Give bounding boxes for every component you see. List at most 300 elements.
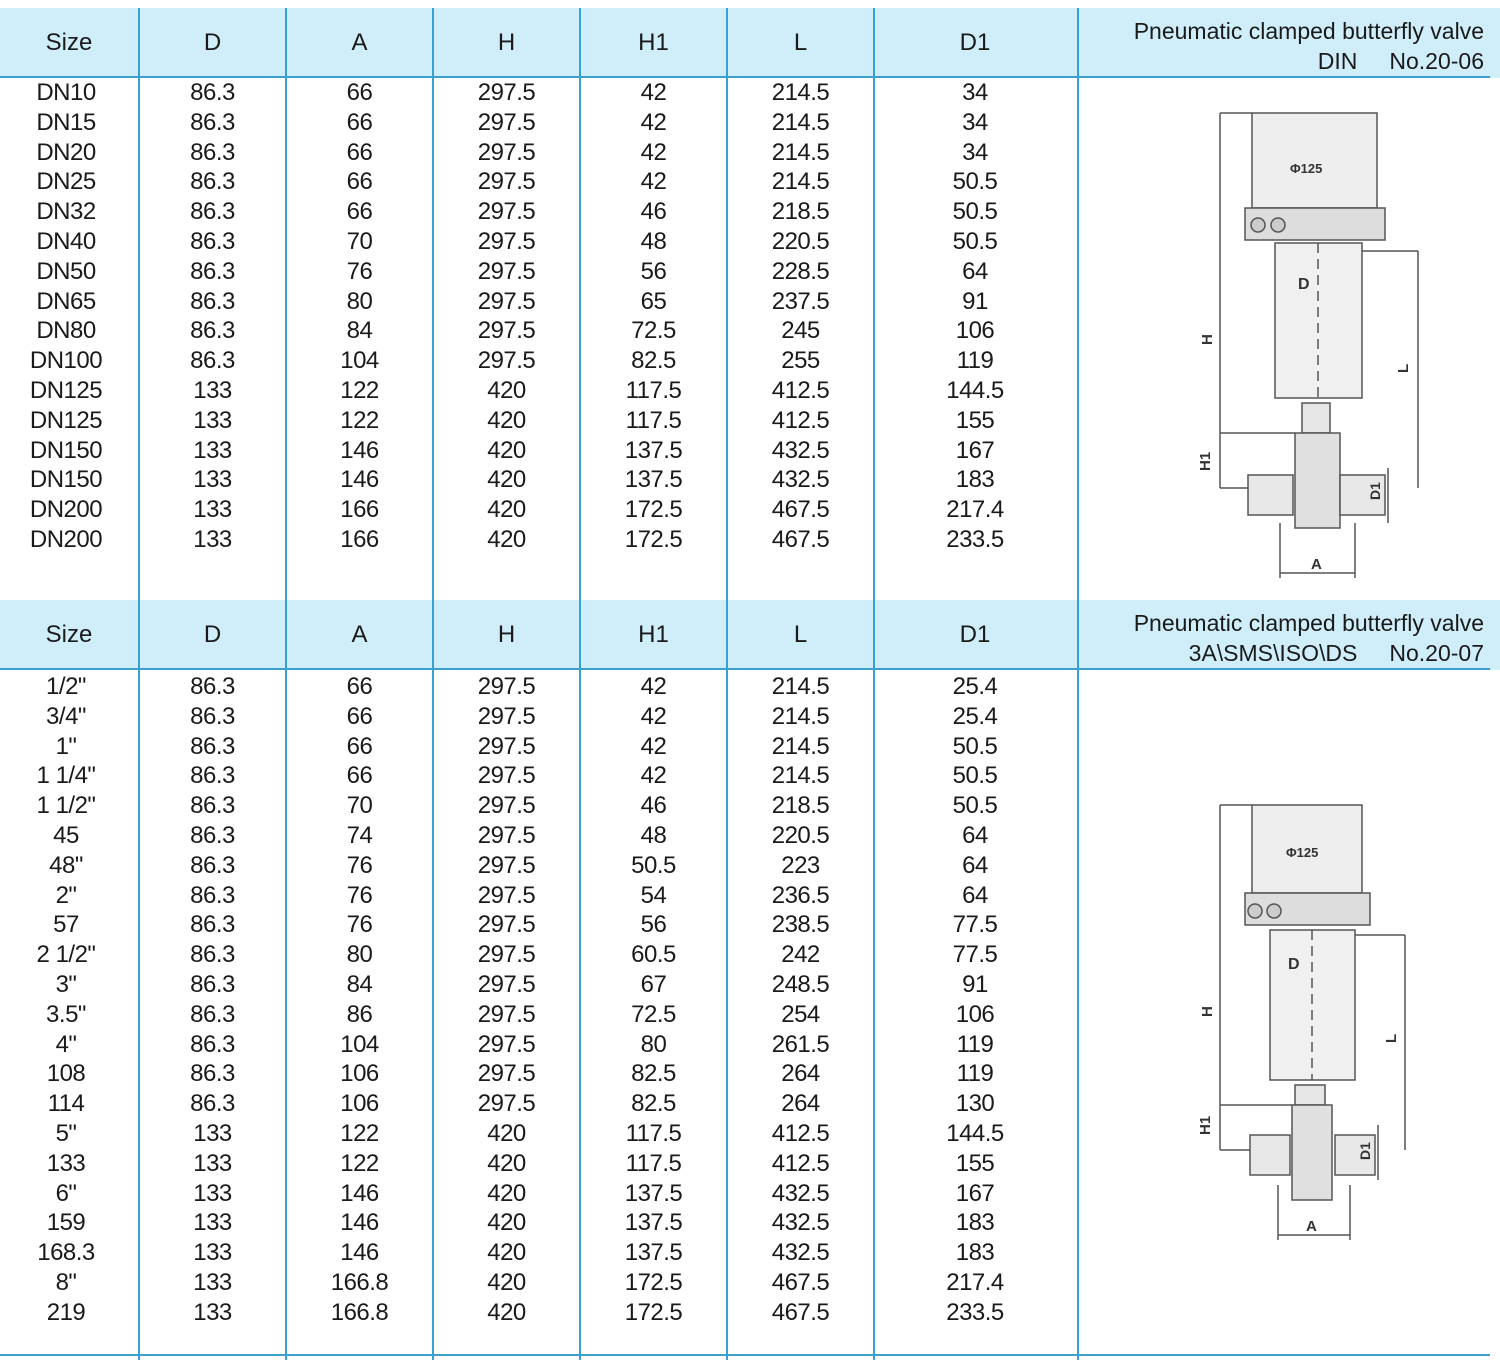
cell-d: 86.3: [190, 347, 235, 375]
label-a: A: [1306, 1218, 1317, 1235]
cell-d: 133: [193, 1239, 232, 1267]
cell-d: 133: [193, 496, 232, 524]
catalog-number: No.20-07: [1389, 640, 1484, 666]
cell-size: 1 1/4": [36, 762, 96, 790]
actuator-base: [1245, 208, 1385, 240]
cell-h1: 42: [640, 673, 667, 700]
cell-d1: 50.5: [952, 168, 998, 196]
cell-h1: 67: [640, 971, 667, 998]
title-sub: [1134, 638, 1484, 668]
cell-h: 420: [487, 406, 526, 434]
cell-size: 1": [55, 732, 77, 760]
cell-a: 166: [340, 526, 379, 553]
cell-d1: 50.5: [952, 228, 998, 255]
cell-a: 80: [346, 287, 373, 315]
table-row: [0, 970, 1080, 1000]
cell-h1: 82.5: [631, 1090, 676, 1118]
table-row: [0, 138, 1080, 168]
cell-h1: 72.5: [631, 1000, 676, 1028]
cell-a: 66: [346, 138, 373, 166]
cell-d: 86.3: [190, 1090, 235, 1118]
label-d: D: [1288, 956, 1300, 973]
cell-d: 86.3: [190, 881, 235, 909]
cell-h: 297.5: [477, 317, 536, 345]
cell-d1: 34: [962, 138, 988, 166]
cell-l: 214.5: [771, 702, 830, 730]
col-h-header: H: [497, 29, 516, 56]
cell-size: DN125: [29, 377, 103, 404]
cell-l: 412.5: [771, 1120, 830, 1147]
table-row: [0, 78, 1080, 108]
cell-l: 214.5: [771, 108, 830, 136]
cell-h: 420: [487, 1298, 526, 1326]
cell-l: 432.5: [771, 1239, 830, 1267]
cell-d1: 183: [955, 466, 995, 494]
cell-h: 297.5: [477, 851, 536, 879]
table-row: [0, 227, 1080, 257]
cell-a: 66: [346, 79, 373, 106]
cell-h: 297.5: [477, 792, 536, 820]
cell-d1: 106: [955, 1000, 995, 1028]
cell-l: 467.5: [771, 526, 830, 553]
cell-h1: 42: [640, 168, 667, 196]
cell-l: 220.5: [771, 228, 830, 255]
solenoid-fitting: [1248, 904, 1262, 918]
cell-h: 420: [487, 1179, 526, 1207]
cell-d: 133: [193, 377, 232, 404]
cell-h1: 46: [640, 792, 667, 820]
cell-h: 297.5: [477, 971, 536, 998]
label-a: A: [1311, 556, 1322, 573]
cell-a: 66: [346, 732, 373, 760]
cell-h: 420: [487, 1149, 526, 1177]
cell-size: DN50: [36, 257, 96, 285]
cell-d: 86.3: [190, 732, 235, 760]
cell-h1: 172.5: [624, 1298, 683, 1326]
cell-h1: 137.5: [624, 1209, 683, 1237]
col-h-header: H: [497, 621, 516, 648]
cell-d1: 50.5: [952, 198, 998, 226]
cell-a: 122: [340, 377, 379, 404]
cell-h: 297.5: [477, 911, 536, 939]
table-row: [0, 257, 1080, 287]
cell-h1: 80: [640, 1030, 667, 1058]
cell-h1: 42: [640, 762, 667, 790]
col-d1-header: D1: [959, 29, 991, 56]
catalog-number: No.20-06: [1389, 48, 1484, 74]
cell-h: 297.5: [477, 941, 536, 969]
cell-size: DN150: [29, 466, 103, 494]
cell-size: 133: [46, 1149, 86, 1177]
cell-h1: 137.5: [624, 436, 683, 464]
cell-d1: 119: [956, 347, 994, 375]
cell-d1: 64: [962, 851, 988, 879]
cell-h1: 172.5: [624, 526, 683, 553]
cell-a: 146: [340, 1239, 379, 1267]
cell-l: 467.5: [771, 1269, 830, 1296]
cell-size: DN80: [36, 317, 96, 345]
col-size-header: Size: [45, 29, 93, 56]
cell-d: 133: [193, 1120, 232, 1147]
cell-d: 86.3: [190, 792, 235, 820]
cell-d1: 217.4: [946, 496, 1004, 524]
table-row: [0, 1208, 1080, 1238]
cell-size: 219: [46, 1298, 86, 1326]
table-row: [0, 851, 1080, 881]
cell-size: 3": [55, 971, 77, 998]
cell-a: 74: [346, 822, 373, 849]
cell-d: 133: [193, 1269, 232, 1296]
cell-d1: 64: [962, 881, 988, 909]
title-text: Pneumatic clamped butterfly valve: [1133, 18, 1484, 44]
cell-l: 264: [781, 1090, 820, 1118]
product-title: [1134, 608, 1484, 668]
cell-a: 146: [340, 436, 379, 464]
cell-size: DN200: [29, 526, 103, 553]
cell-d: 86.3: [190, 317, 235, 345]
cell-l: 412.5: [771, 406, 830, 434]
col-d-header: D: [203, 29, 222, 56]
cell-l: 214.5: [771, 138, 830, 166]
spec-table-din: [0, 8, 1500, 600]
cell-size: DN100: [29, 347, 103, 375]
cell-l: 218.5: [771, 792, 830, 820]
cell-d: 86.3: [190, 702, 235, 730]
cell-a: 66: [346, 702, 373, 730]
cell-a: 146: [340, 466, 379, 494]
title-sub: [1134, 46, 1484, 76]
table-row: [0, 1089, 1080, 1119]
label-h: H: [1199, 1006, 1216, 1017]
cell-l: 255: [781, 347, 820, 375]
col-h1-header: H1: [638, 621, 669, 648]
cell-h: 420: [487, 1239, 526, 1267]
cell-l: 214.5: [771, 168, 830, 196]
cell-h: 297.5: [477, 287, 536, 315]
cell-h1: 172.5: [624, 1269, 683, 1296]
cell-size: 48": [49, 851, 83, 879]
table-row: [0, 346, 1080, 376]
cell-l: 214.5: [771, 732, 830, 760]
cell-l: 218.5: [771, 198, 830, 226]
cell-h: 420: [487, 526, 526, 553]
cell-d: 86.3: [190, 79, 235, 106]
cell-h1: 172.5: [624, 496, 683, 524]
cell-size: DN20: [36, 138, 96, 166]
cell-a: 70: [346, 792, 373, 820]
cell-d: 86.3: [190, 762, 235, 790]
cell-d1: 77.5: [952, 911, 998, 939]
cell-h: 297.5: [477, 881, 536, 909]
cell-a: 66: [346, 108, 373, 136]
cell-d1: 155: [955, 1149, 995, 1177]
cell-d: 86.3: [190, 822, 235, 849]
cell-h: 297.5: [477, 108, 536, 136]
cell-h1: 48: [640, 228, 667, 255]
cell-d1: 119: [956, 1030, 994, 1058]
cell-l: 467.5: [771, 1298, 830, 1326]
table-row: [0, 761, 1080, 791]
label-l: L: [1395, 363, 1412, 373]
cell-h1: 117.5: [625, 1149, 682, 1177]
cell-d1: 91: [962, 971, 988, 998]
table-row: [0, 1030, 1080, 1060]
table-row: [0, 1059, 1080, 1089]
table-row: [0, 376, 1080, 406]
cell-l: 467.5: [771, 496, 830, 524]
cell-size: 108: [46, 1060, 86, 1088]
cell-d1: 183: [955, 1209, 995, 1237]
valve-body: [1295, 433, 1340, 528]
cell-size: DN65: [36, 287, 96, 315]
cell-d1: 167: [955, 436, 995, 464]
cell-a: 166.8: [330, 1269, 389, 1296]
cell-size: 45: [53, 822, 79, 849]
table-row: [0, 495, 1080, 525]
table-row: [0, 910, 1080, 940]
valve-handle: [1302, 403, 1330, 433]
cell-d1: 106: [955, 317, 995, 345]
cell-l: 237.5: [771, 287, 830, 315]
cell-d1: 50.5: [952, 732, 998, 760]
cell-h1: 137.5: [624, 1179, 683, 1207]
table-row: [0, 465, 1080, 495]
cell-a: 106: [340, 1060, 379, 1088]
cell-h: 297.5: [477, 762, 536, 790]
cell-a: 122: [340, 1120, 379, 1147]
cell-size: 3.5": [46, 1000, 86, 1028]
standard-label: 3A\SMS\ISO\DS: [1188, 640, 1358, 666]
cell-a: 66: [346, 168, 373, 196]
col-a-header: A: [351, 29, 368, 56]
table-row: [0, 287, 1080, 317]
cell-l: 228.5: [771, 257, 830, 285]
cell-size: DN32: [36, 198, 96, 226]
cell-h: 297.5: [477, 1000, 536, 1028]
cell-d: 86.3: [190, 1000, 235, 1028]
table-row: [0, 821, 1080, 851]
cell-l: 242: [781, 941, 820, 969]
cell-a: 76: [346, 911, 373, 939]
cell-h1: 60.5: [631, 941, 676, 969]
col-size-header: Size: [45, 621, 93, 648]
solenoid-fitting: [1271, 218, 1285, 232]
cell-a: 76: [346, 851, 373, 879]
cell-h: 297.5: [477, 168, 536, 196]
solenoid-fitting: [1267, 904, 1281, 918]
table-row: [0, 732, 1080, 762]
valve-body: [1292, 1105, 1332, 1200]
table-row: [0, 672, 1080, 702]
cell-d1: 119: [956, 1060, 994, 1088]
cell-a: 166.8: [330, 1298, 389, 1326]
cell-d: 86.3: [190, 198, 235, 226]
cell-d: 133: [193, 436, 232, 464]
cell-h1: 82.5: [631, 1060, 676, 1088]
cell-h: 420: [487, 1209, 526, 1237]
cell-a: 70: [346, 228, 373, 255]
cell-l: 236.5: [771, 881, 830, 909]
cell-size: DN200: [29, 496, 103, 524]
cell-size: 1/2": [46, 673, 86, 700]
solenoid-fitting: [1251, 218, 1265, 232]
cell-size: 2 1/2": [36, 941, 96, 969]
cell-d1: 130: [955, 1090, 995, 1118]
cell-d1: 155: [955, 406, 995, 434]
cell-h: 297.5: [477, 198, 536, 226]
cell-h: 297.5: [477, 228, 536, 255]
cell-size: 5": [55, 1120, 77, 1147]
cell-h: 420: [487, 466, 526, 494]
cell-h1: 56: [640, 257, 667, 285]
cell-h1: 42: [640, 138, 667, 166]
cell-h1: 117.5: [625, 406, 682, 434]
cell-size: 114: [47, 1090, 85, 1118]
cell-d: 86.3: [190, 257, 235, 285]
table-row: [0, 1179, 1080, 1209]
cell-a: 84: [346, 971, 373, 998]
cell-h1: 54: [640, 881, 667, 909]
cell-l: 432.5: [771, 1179, 830, 1207]
cell-d1: 183: [955, 1239, 995, 1267]
table-row: [0, 791, 1080, 821]
product-title: [1134, 16, 1484, 76]
cell-h: 297.5: [477, 822, 536, 849]
cell-d1: 144.5: [946, 377, 1004, 404]
cell-h: 297.5: [477, 673, 536, 700]
cell-d1: 91: [962, 287, 988, 315]
cell-d: 86.3: [190, 108, 235, 136]
cell-h1: 117.5: [625, 377, 682, 404]
cell-l: 432.5: [771, 1209, 830, 1237]
cell-h1: 56: [640, 911, 667, 939]
cell-a: 146: [340, 1209, 379, 1237]
cell-d: 133: [193, 1149, 232, 1177]
cell-size: 6": [55, 1179, 77, 1207]
table-row: [0, 1119, 1080, 1149]
col-l-header: L: [793, 29, 808, 56]
label-diameter: Φ125: [1290, 161, 1323, 176]
col-a-header: A: [351, 621, 368, 648]
cell-a: 66: [346, 673, 373, 700]
cell-l: 412.5: [771, 1149, 830, 1177]
cell-h: 420: [487, 1120, 526, 1147]
table-row: [0, 1149, 1080, 1179]
table-header: [0, 600, 1500, 670]
cell-size: 159: [46, 1209, 86, 1237]
cell-size: 8": [55, 1269, 77, 1296]
table-row: [0, 197, 1080, 227]
cell-a: 86: [346, 1000, 373, 1028]
col-h1-header: H1: [638, 29, 669, 56]
cell-h: 297.5: [477, 347, 536, 375]
cell-d: 86.3: [190, 228, 235, 255]
cell-d: 86.3: [190, 911, 235, 939]
cell-h1: 72.5: [631, 317, 676, 345]
label-l: L: [1383, 1033, 1400, 1043]
cell-a: 76: [346, 257, 373, 285]
cell-d: 133: [193, 1298, 232, 1326]
cell-size: DN15: [36, 108, 96, 136]
cell-d: 86.3: [190, 138, 235, 166]
cell-d1: 233.5: [946, 1298, 1004, 1326]
cell-l: 214.5: [771, 762, 830, 790]
cell-l: 245: [781, 317, 820, 345]
label-d1: D1: [1367, 482, 1383, 500]
cell-size: DN25: [36, 168, 96, 196]
label-h1: H1: [1197, 1115, 1214, 1135]
cell-l: 220.5: [771, 822, 830, 849]
cell-size: 57: [53, 911, 79, 939]
valve-handle: [1295, 1085, 1325, 1105]
table-row: [0, 1000, 1080, 1030]
cell-size: DN10: [36, 79, 96, 106]
cell-a: 66: [346, 198, 373, 226]
cell-d: 133: [193, 406, 232, 434]
cell-l: 214.5: [771, 673, 830, 700]
cell-h1: 137.5: [624, 466, 683, 494]
standard-label: DIN: [1317, 48, 1358, 74]
cell-h1: 42: [640, 108, 667, 136]
cell-l: 432.5: [771, 436, 830, 464]
cell-h1: 82.5: [631, 347, 676, 375]
cell-d: 86.3: [190, 851, 235, 879]
cell-d1: 77.5: [952, 941, 998, 969]
table-row: [0, 1268, 1080, 1298]
cell-h: 297.5: [477, 1060, 536, 1088]
cell-l: 264: [781, 1060, 820, 1088]
cell-size: DN125: [29, 406, 103, 434]
cell-h: 297.5: [477, 1030, 536, 1058]
valve-drawing: [1190, 795, 1430, 1245]
cell-d: 86.3: [190, 1030, 235, 1058]
cell-h: 297.5: [477, 257, 536, 285]
valve-drawing: [1190, 103, 1430, 583]
clamp-left: [1250, 1135, 1290, 1175]
cell-d: 133: [193, 1209, 232, 1237]
cell-size: 168.3: [37, 1239, 95, 1267]
cell-d: 133: [193, 526, 232, 553]
cell-a: 104: [340, 347, 379, 375]
cell-a: 166: [340, 496, 379, 524]
table-row: [0, 167, 1080, 197]
cell-h: 297.5: [477, 1090, 536, 1118]
cell-size: 1 1/2": [36, 792, 96, 820]
table-row: [0, 881, 1080, 911]
table-row: [0, 525, 1080, 555]
label-diameter: Φ125: [1286, 845, 1319, 860]
cell-size: DN150: [29, 436, 103, 464]
title-text: Pneumatic clamped butterfly valve: [1133, 610, 1484, 636]
cell-h: 297.5: [477, 702, 536, 730]
cell-h1: 42: [640, 79, 667, 106]
cell-a: 106: [340, 1090, 379, 1118]
cell-l: 412.5: [771, 377, 830, 404]
cell-l: 254: [781, 1000, 820, 1028]
label-h1: H1: [1197, 451, 1214, 471]
table-row: [0, 108, 1080, 138]
cell-h: 420: [487, 1269, 526, 1296]
cell-size: 3/4": [46, 702, 86, 730]
cell-d1: 167: [955, 1179, 995, 1207]
cell-d: 86.3: [190, 673, 235, 700]
cell-l: 432.5: [771, 466, 830, 494]
actuator-base: [1245, 893, 1370, 925]
cell-size: DN40: [36, 228, 96, 255]
table-header: [0, 8, 1500, 78]
cell-a: 104: [340, 1030, 379, 1058]
cell-d1: 34: [962, 108, 988, 136]
